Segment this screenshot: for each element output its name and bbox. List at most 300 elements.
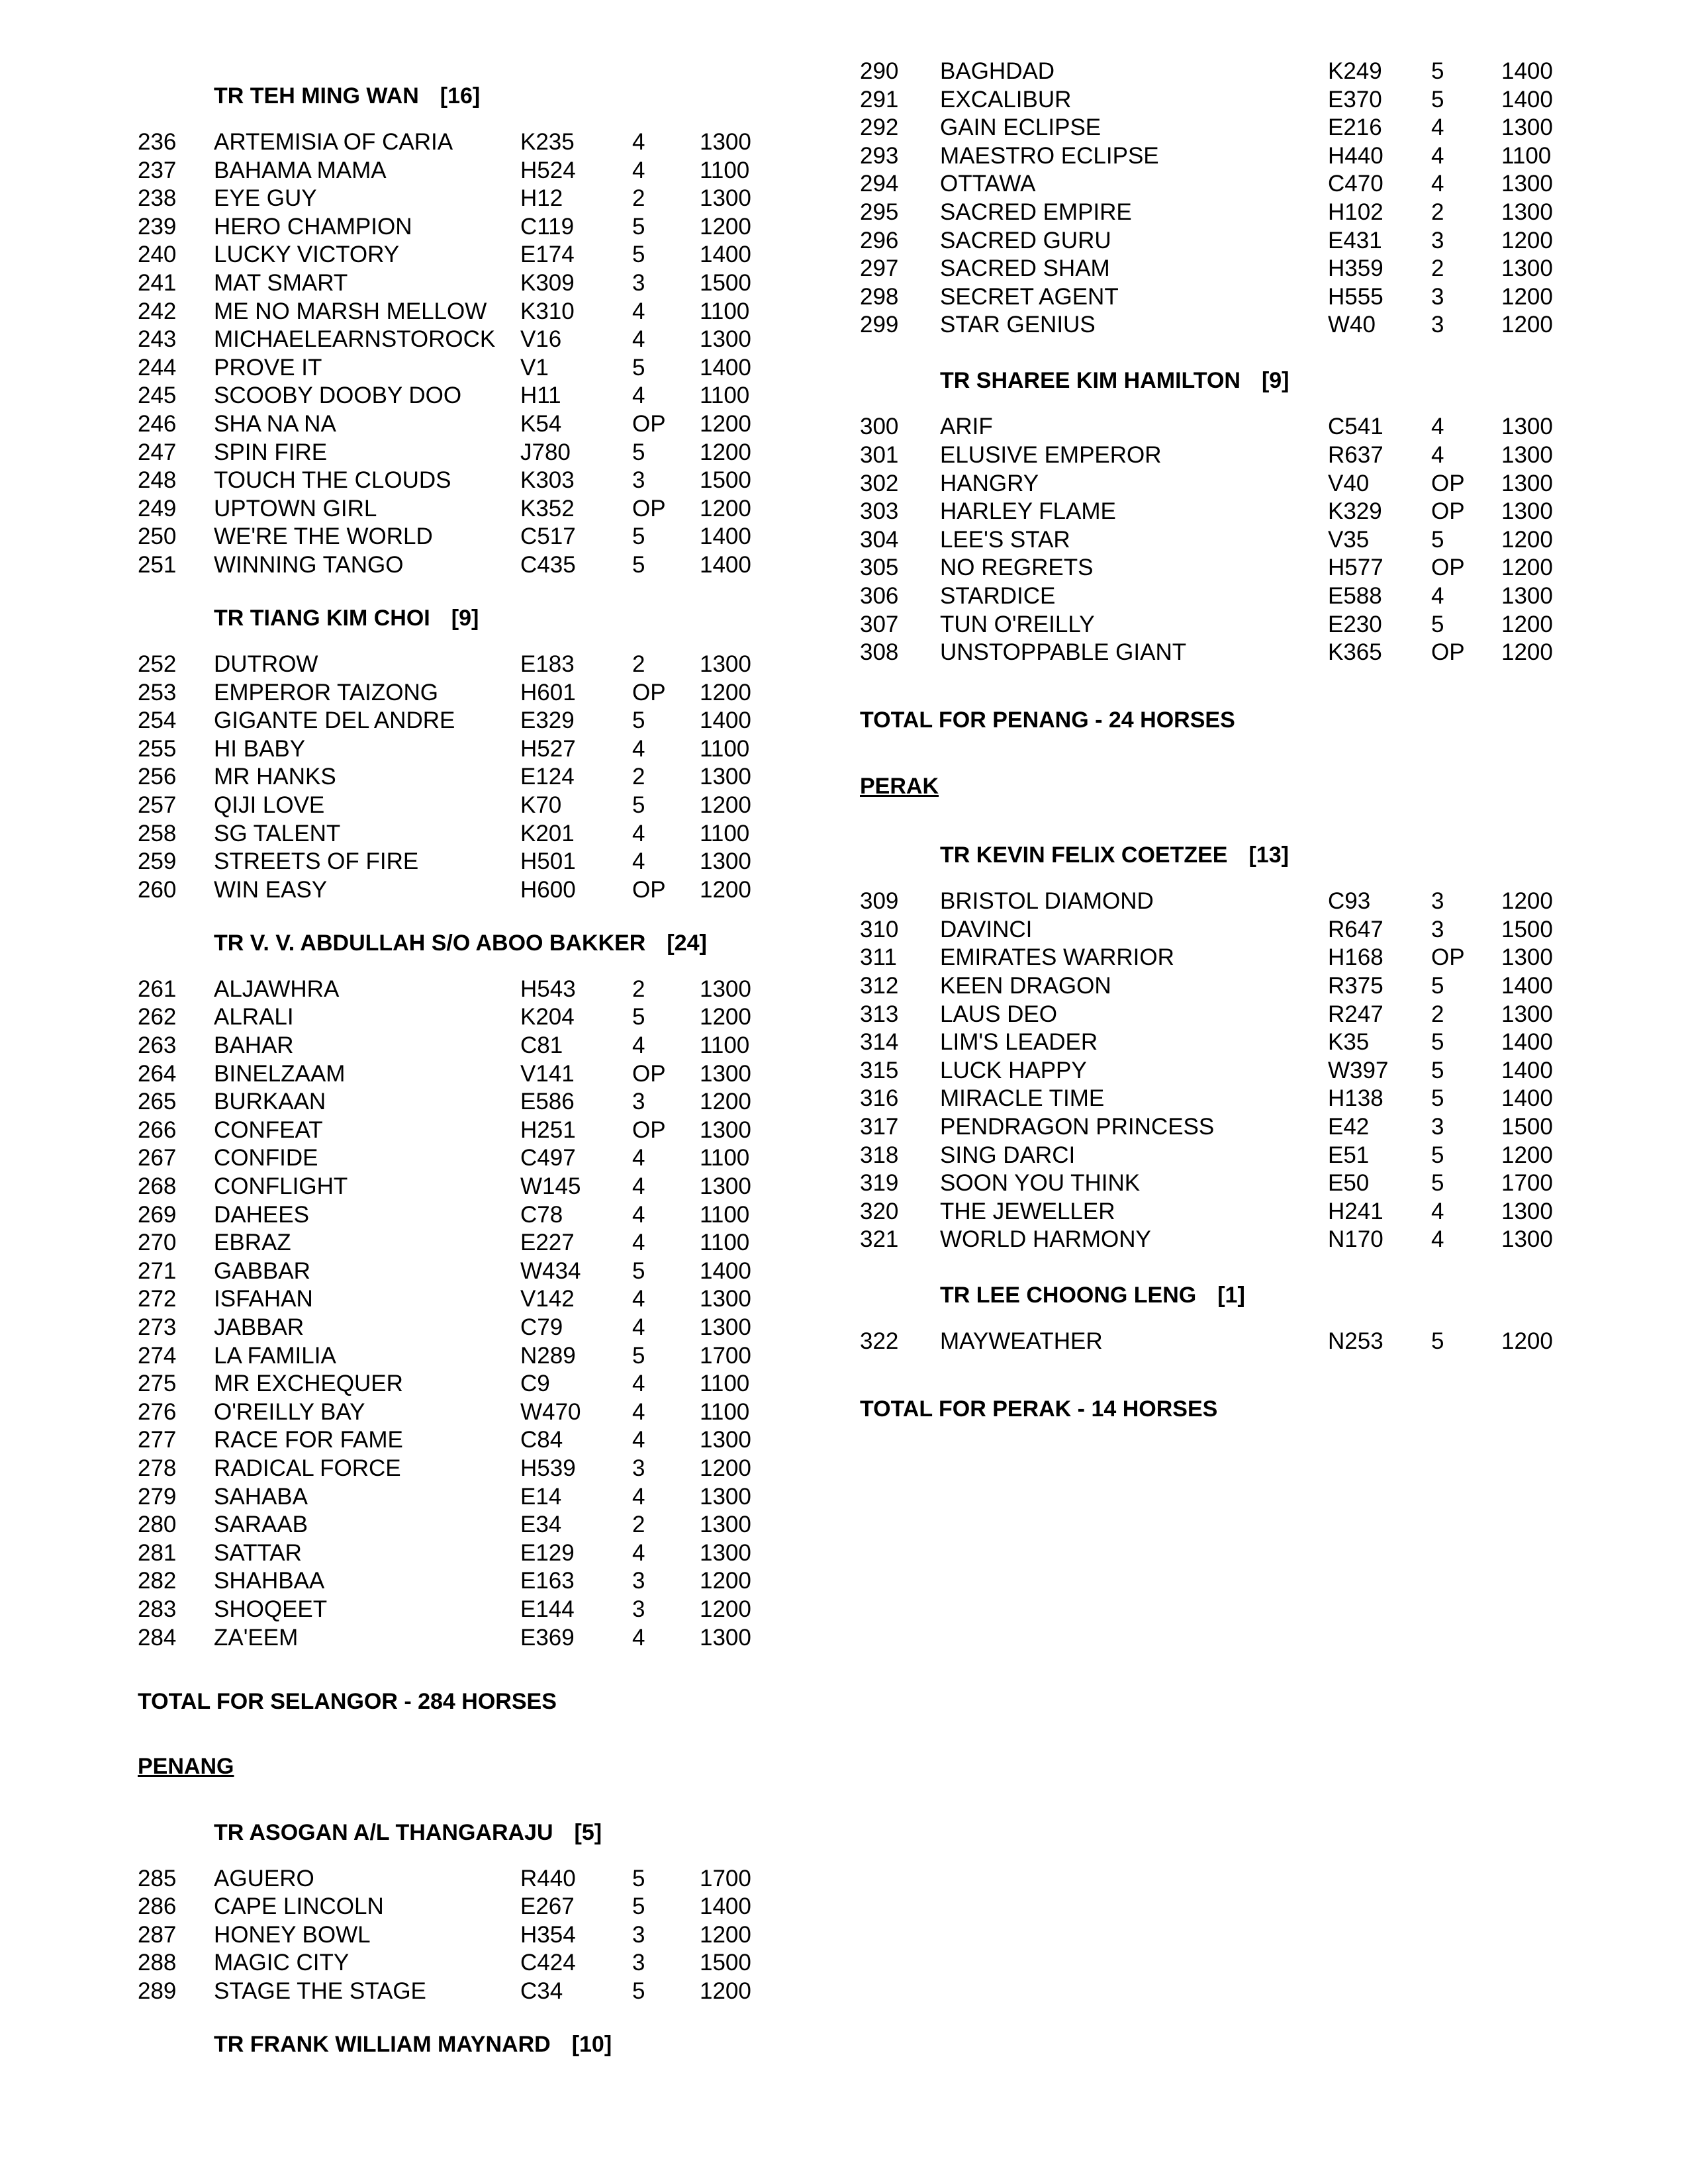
horse-code: E129 <box>520 1539 575 1566</box>
horse-rating: 1300 <box>700 129 751 155</box>
horse-age: 3 <box>1431 283 1444 310</box>
horse-code: H524 <box>520 157 576 183</box>
horse-number: 287 <box>138 1921 177 1948</box>
horse-name: QIJI LOVE <box>214 792 325 818</box>
horse-rating: 1200 <box>1501 227 1553 253</box>
horse-number: 236 <box>138 129 177 155</box>
horse-number: 280 <box>138 1512 177 1538</box>
horse-rating: 1500 <box>1501 1114 1553 1140</box>
horse-number: 282 <box>138 1568 177 1594</box>
horse-rating: 1200 <box>700 1596 751 1622</box>
horse-age: 3 <box>632 1921 645 1948</box>
horse-number: 320 <box>860 1198 899 1224</box>
horse-name: ALJAWHRA <box>214 976 340 1002</box>
horse-age: 4 <box>1431 1226 1444 1253</box>
horse-code: C34 <box>520 1978 563 2004</box>
horse-name: HERO CHAMPION <box>214 213 412 240</box>
horse-name: STARDICE <box>940 583 1056 609</box>
horse-name: LUCKY VICTORY <box>214 242 400 268</box>
horse-name: WIN EASY <box>214 876 328 903</box>
horse-code: E370 <box>1328 86 1382 113</box>
horse-age: OP <box>632 679 666 705</box>
horse-age: 3 <box>632 1089 645 1115</box>
horse-number: 288 <box>138 1950 177 1976</box>
horse-number: 309 <box>860 888 899 915</box>
horse-rating: 1400 <box>700 354 751 381</box>
horse-name: SPIN FIRE <box>214 439 328 465</box>
horse-code: C9 <box>520 1371 550 1397</box>
horse-age: 4 <box>632 1286 645 1312</box>
horse-name: SECRET AGENT <box>940 283 1119 310</box>
horse-code: H354 <box>520 1921 576 1948</box>
horse-age: OP <box>632 411 666 437</box>
horse-age: 4 <box>632 1371 645 1397</box>
horse-age: 4 <box>632 1032 645 1058</box>
horse-number: 289 <box>138 1978 177 2004</box>
horse-age: 4 <box>632 383 645 409</box>
horse-number: 255 <box>138 735 177 762</box>
horse-number: 267 <box>138 1145 177 1171</box>
horse-code: K365 <box>1328 639 1382 666</box>
horse-code: H527 <box>520 735 576 762</box>
horse-age: 5 <box>632 354 645 381</box>
horse-age: 3 <box>632 270 645 296</box>
horse-rating: 1200 <box>700 1568 751 1594</box>
horse-age: 4 <box>632 1145 645 1171</box>
horse-number: 261 <box>138 976 177 1002</box>
trainer-horse-count: [9] <box>1261 368 1289 394</box>
horse-name: THE JEWELLER <box>940 1198 1115 1224</box>
horse-rating: 1200 <box>700 1455 751 1481</box>
horse-age: 5 <box>632 1004 645 1030</box>
horse-code: H501 <box>520 848 576 875</box>
horse-number: 310 <box>860 916 899 942</box>
horse-code: R375 <box>1328 973 1383 999</box>
horse-code: H600 <box>520 876 576 903</box>
horse-name: LA FAMILIA <box>214 1342 336 1369</box>
horse-number: 306 <box>860 583 899 609</box>
horse-name: BAGHDAD <box>940 58 1055 84</box>
horse-name: EYE GUY <box>214 185 317 212</box>
horse-rating: 1300 <box>1501 199 1553 225</box>
horse-age: 2 <box>632 651 645 677</box>
horse-age: 4 <box>1431 583 1444 609</box>
horse-number: 272 <box>138 1286 177 1312</box>
horse-age: 5 <box>632 1865 645 1891</box>
horse-code: N289 <box>520 1342 576 1369</box>
horse-number: 286 <box>138 1893 177 1920</box>
horse-name: MR HANKS <box>214 764 336 790</box>
trainer-name: TR TIANG KIM CHOI <box>214 606 430 631</box>
horse-name: RADICAL FORCE <box>214 1455 401 1481</box>
horse-rating: 1300 <box>700 1624 751 1651</box>
horse-code: C78 <box>520 1201 563 1228</box>
horse-name: UPTOWN GIRL <box>214 495 377 522</box>
horse-rating: 1400 <box>1501 1057 1553 1083</box>
horse-number: 275 <box>138 1371 177 1397</box>
region-total: TOTAL FOR SELANGOR - 284 HORSES <box>138 1688 557 1714</box>
horse-age: 2 <box>1431 1001 1444 1027</box>
horse-number: 254 <box>138 707 177 734</box>
horse-rating: 1700 <box>1501 1170 1553 1197</box>
horse-number: 313 <box>860 1001 899 1027</box>
horse-code: K329 <box>1328 498 1382 525</box>
horse-code: W470 <box>520 1398 581 1425</box>
horse-age: 5 <box>1431 1170 1444 1197</box>
horse-number: 258 <box>138 820 177 846</box>
horse-name: SACRED EMPIRE <box>940 199 1132 225</box>
horse-age: 5 <box>1431 973 1444 999</box>
horse-name: BURKAAN <box>214 1089 326 1115</box>
horse-rating: 1300 <box>700 1427 751 1453</box>
horse-rating: 1200 <box>700 1004 751 1030</box>
horse-number: 249 <box>138 495 177 522</box>
horse-rating: 1400 <box>1501 1085 1553 1112</box>
horse-code: E329 <box>520 707 575 734</box>
horse-rating: 1200 <box>1501 555 1553 581</box>
horse-rating: 1200 <box>1501 283 1553 310</box>
horse-age: 5 <box>1431 526 1444 553</box>
trainer-name: TR TEH MING WAN <box>214 83 419 109</box>
horse-number: 284 <box>138 1624 177 1651</box>
horse-rating: 1100 <box>700 298 750 324</box>
horse-name: BAHAMA MAMA <box>214 157 387 183</box>
horse-age: 5 <box>1431 1142 1444 1168</box>
horse-rating: 1100 <box>700 820 750 846</box>
horse-rating: 1300 <box>1501 583 1553 609</box>
horse-code: E34 <box>520 1512 562 1538</box>
horse-name: RACE FOR FAME <box>214 1427 403 1453</box>
horse-name: GABBAR <box>214 1257 310 1284</box>
horse-rating: 1300 <box>700 1483 751 1510</box>
horse-number: 263 <box>138 1032 177 1058</box>
horse-rating: 1300 <box>700 1314 751 1340</box>
horse-age: 4 <box>632 820 645 846</box>
horse-code: H12 <box>520 185 563 212</box>
horse-age: OP <box>632 1060 666 1087</box>
horse-code: K303 <box>520 467 575 494</box>
horse-number: 253 <box>138 679 177 705</box>
horse-number: 308 <box>860 639 899 666</box>
horse-name: STREETS OF FIRE <box>214 848 419 875</box>
horse-number: 297 <box>860 255 899 282</box>
horse-number: 301 <box>860 442 899 468</box>
trainer-name: TR LEE CHOONG LENG <box>940 1283 1197 1308</box>
horse-name: ALRALI <box>214 1004 294 1030</box>
horse-name: CONFEAT <box>214 1116 323 1143</box>
horse-name: WORLD HARMONY <box>940 1226 1151 1253</box>
trainer-horse-count: [1] <box>1217 1283 1245 1308</box>
horse-number: 256 <box>138 764 177 790</box>
horse-number: 315 <box>860 1057 899 1083</box>
horse-rating: 1300 <box>700 848 751 875</box>
horse-name: MR EXCHEQUER <box>214 1371 403 1397</box>
horse-age: 4 <box>632 1398 645 1425</box>
horse-name: SCOOBY DOOBY DOO <box>214 383 462 409</box>
horse-number: 305 <box>860 555 899 581</box>
horse-number: 240 <box>138 242 177 268</box>
horse-age: 5 <box>632 523 645 550</box>
horse-code: H543 <box>520 976 576 1002</box>
horse-rating: 1300 <box>1501 414 1553 440</box>
horse-name: DUTROW <box>214 651 318 677</box>
horse-rating: 1300 <box>700 651 751 677</box>
horse-age: 2 <box>632 185 645 212</box>
horse-number: 260 <box>138 876 177 903</box>
horse-rating: 1300 <box>1501 1226 1553 1253</box>
horse-name: GAIN ECLIPSE <box>940 114 1102 141</box>
horse-age: 3 <box>632 1950 645 1976</box>
horse-age: OP <box>632 495 666 522</box>
horse-name: SG TALENT <box>214 820 341 846</box>
horse-rating: 1300 <box>1501 498 1553 525</box>
horse-age: 2 <box>632 1512 645 1538</box>
horse-age: 4 <box>632 1314 645 1340</box>
horse-name: HANGRY <box>940 470 1039 496</box>
horse-name: EXCALIBUR <box>940 86 1072 113</box>
horse-code: K235 <box>520 129 575 155</box>
horse-code: E588 <box>1328 583 1382 609</box>
horse-name: TOUCH THE CLOUDS <box>214 467 451 494</box>
horse-number: 316 <box>860 1085 899 1112</box>
horse-code: K70 <box>520 792 562 818</box>
horse-name: OTTAWA <box>940 171 1036 197</box>
horse-rating: 1300 <box>700 1512 751 1538</box>
horse-code: C541 <box>1328 414 1383 440</box>
horse-age: 3 <box>632 1455 645 1481</box>
horse-age: OP <box>632 1116 666 1143</box>
horse-age: 4 <box>632 298 645 324</box>
horse-number: 281 <box>138 1539 177 1566</box>
horse-code: W397 <box>1328 1057 1389 1083</box>
horse-number: 265 <box>138 1089 177 1115</box>
horse-name: DAVINCI <box>940 916 1033 942</box>
horse-name: TUN O'REILLY <box>940 611 1095 637</box>
horse-number: 304 <box>860 526 899 553</box>
horse-name: PROVE IT <box>214 354 322 381</box>
horse-code: H138 <box>1328 1085 1383 1112</box>
horse-code: E14 <box>520 1483 562 1510</box>
horse-rating: 1100 <box>1501 142 1552 169</box>
horse-rating: 1100 <box>700 383 750 409</box>
horse-age: 4 <box>1431 142 1444 169</box>
horse-age: 5 <box>1431 58 1444 84</box>
horse-number: 290 <box>860 58 899 84</box>
horse-number: 299 <box>860 312 899 338</box>
horse-name: MAT SMART <box>214 270 348 296</box>
horse-code: H577 <box>1328 555 1383 581</box>
horse-rating: 1400 <box>700 552 751 578</box>
horse-age: 4 <box>632 1427 645 1453</box>
horse-name: LAUS DEO <box>940 1001 1057 1027</box>
horse-name: HONEY BOWL <box>214 1921 371 1948</box>
horse-number: 296 <box>860 227 899 253</box>
horse-number: 239 <box>138 213 177 240</box>
horse-name: CAPE LINCOLN <box>214 1893 384 1920</box>
horse-name: HARLEY FLAME <box>940 498 1116 525</box>
horse-age: 4 <box>632 129 645 155</box>
horse-age: 5 <box>1431 1057 1444 1083</box>
horse-age: 2 <box>632 764 645 790</box>
horse-rating: 1100 <box>700 1201 750 1228</box>
horse-code: E51 <box>1328 1142 1370 1168</box>
horse-rating: 1200 <box>700 1978 751 2004</box>
horse-age: 5 <box>632 792 645 818</box>
horse-rating: 1200 <box>1501 312 1553 338</box>
horse-age: 4 <box>1431 114 1444 141</box>
horse-age: 5 <box>632 552 645 578</box>
horse-rating: 1400 <box>1501 86 1553 113</box>
horse-rating: 1100 <box>700 1230 750 1256</box>
horse-code: W40 <box>1328 312 1376 338</box>
horse-rating: 1300 <box>1501 114 1553 141</box>
trainer-heading <box>214 1819 602 1846</box>
horse-name: O'REILLY BAY <box>214 1398 365 1425</box>
horse-age: 4 <box>1431 171 1444 197</box>
horse-age: 5 <box>632 439 645 465</box>
horse-name: CONFLIGHT <box>214 1173 348 1199</box>
horse-code: E174 <box>520 242 575 268</box>
horse-code: J780 <box>520 439 571 465</box>
trainer-heading <box>214 2030 612 2058</box>
horse-code: V1 <box>520 354 549 381</box>
horse-code: V35 <box>1328 526 1370 553</box>
horse-code: C435 <box>520 552 576 578</box>
horse-name: BINELZAAM <box>214 1060 346 1087</box>
horse-name: HI BABY <box>214 735 306 762</box>
horse-name: STAGE THE STAGE <box>214 1978 426 2004</box>
horse-code: K204 <box>520 1004 575 1030</box>
horse-number: 318 <box>860 1142 899 1168</box>
horse-age: 5 <box>1431 1029 1444 1056</box>
horse-age: 3 <box>632 1568 645 1594</box>
horse-rating: 1400 <box>1501 973 1553 999</box>
horse-name: DAHEES <box>214 1201 309 1228</box>
horse-age: 3 <box>1431 227 1444 253</box>
horse-age: 5 <box>632 1893 645 1920</box>
horse-age: OP <box>1431 498 1465 525</box>
horse-number: 274 <box>138 1342 177 1369</box>
horse-age: 5 <box>1431 86 1444 113</box>
horse-number: 237 <box>138 157 177 183</box>
horse-code: W145 <box>520 1173 581 1199</box>
horse-age: 5 <box>632 707 645 734</box>
horse-number: 244 <box>138 354 177 381</box>
horse-rating: 1400 <box>700 707 751 734</box>
horse-rating: 1100 <box>700 157 750 183</box>
horse-age: 4 <box>632 735 645 762</box>
horse-name: SHOQEET <box>214 1596 328 1622</box>
horse-name: LEE'S STAR <box>940 526 1070 553</box>
horse-rating: 1200 <box>700 792 751 818</box>
trainer-horse-count: [5] <box>574 1819 602 1845</box>
trainer-name: TR SHAREE KIM HAMILTON <box>940 368 1241 394</box>
horse-age: 5 <box>1431 611 1444 637</box>
horse-rating: 1500 <box>700 270 751 296</box>
region-total: TOTAL FOR PENANG - 24 HORSES <box>860 707 1235 733</box>
horse-number: 293 <box>860 142 899 169</box>
horse-number: 283 <box>138 1596 177 1622</box>
horse-number: 251 <box>138 552 177 578</box>
horse-rating: 1300 <box>1501 944 1553 971</box>
horse-age: 4 <box>1431 442 1444 468</box>
horse-name: WE'RE THE WORLD <box>214 523 433 550</box>
horse-number: 285 <box>138 1865 177 1891</box>
horse-code: V141 <box>520 1060 575 1087</box>
horse-rating: 1400 <box>1501 1029 1553 1056</box>
horse-name: ISFAHAN <box>214 1286 313 1312</box>
horse-number: 271 <box>138 1257 177 1284</box>
horse-code: E144 <box>520 1596 575 1622</box>
horse-number: 277 <box>138 1427 177 1453</box>
horse-number: 319 <box>860 1170 899 1197</box>
horse-number: 248 <box>138 467 177 494</box>
horse-name: MIRACLE TIME <box>940 1085 1105 1112</box>
horse-number: 264 <box>138 1060 177 1087</box>
horse-number: 294 <box>860 171 899 197</box>
horse-number: 245 <box>138 383 177 409</box>
horse-code: C93 <box>1328 888 1371 915</box>
horse-name: ZA'EEM <box>214 1624 299 1651</box>
trainer-name: TR FRANK WILLIAM MAYNARD <box>214 2032 551 2057</box>
horse-number: 238 <box>138 185 177 212</box>
horse-age: 4 <box>632 1230 645 1256</box>
horse-code: E50 <box>1328 1170 1370 1197</box>
horse-name: GIGANTE DEL ANDRE <box>214 707 455 734</box>
horse-number: 317 <box>860 1114 899 1140</box>
horse-code: V142 <box>520 1286 575 1312</box>
horse-rating: 1200 <box>1501 611 1553 637</box>
horse-code: K352 <box>520 495 575 522</box>
horse-code: W434 <box>520 1257 581 1284</box>
horse-code: H440 <box>1328 142 1383 169</box>
horse-rating: 1300 <box>700 326 751 353</box>
horse-number: 278 <box>138 1455 177 1481</box>
trainer-name: TR KEVIN FELIX COETZEE <box>940 842 1228 868</box>
horse-code: C119 <box>520 213 575 240</box>
trainer-heading <box>940 1281 1245 1309</box>
horse-code: E230 <box>1328 611 1382 637</box>
horse-code: H359 <box>1328 255 1383 282</box>
horse-rating: 1300 <box>1501 171 1553 197</box>
horse-rating: 1700 <box>700 1342 751 1369</box>
horse-code: H241 <box>1328 1198 1383 1224</box>
horse-rating: 1400 <box>700 1893 751 1920</box>
horse-age: 3 <box>632 1596 645 1622</box>
horse-code: V40 <box>1328 470 1370 496</box>
horse-code: E586 <box>520 1089 575 1115</box>
horse-rating: 1500 <box>700 1950 751 1976</box>
horse-name: EBRAZ <box>214 1230 291 1256</box>
horse-number: 311 <box>860 944 897 971</box>
horse-code: E227 <box>520 1230 575 1256</box>
horse-code: C497 <box>520 1145 576 1171</box>
trainer-horse-count: [13] <box>1248 842 1289 868</box>
horse-name: EMIRATES WARRIOR <box>940 944 1174 971</box>
horse-rating: 1200 <box>1501 639 1553 666</box>
horse-rating: 1300 <box>1501 470 1553 496</box>
horse-rating: 1300 <box>1501 442 1553 468</box>
horse-rating: 1200 <box>700 1921 751 1948</box>
horse-rating: 1200 <box>1501 888 1553 915</box>
horse-name: MICHAELEARNSTOROCK <box>214 326 496 353</box>
horse-code: E163 <box>520 1568 575 1594</box>
horse-rating: 1400 <box>1501 58 1553 84</box>
horse-rating: 1200 <box>700 679 751 705</box>
horse-code: N253 <box>1328 1328 1383 1355</box>
horse-rating: 1500 <box>1501 916 1553 942</box>
horse-rating: 1300 <box>700 185 751 212</box>
